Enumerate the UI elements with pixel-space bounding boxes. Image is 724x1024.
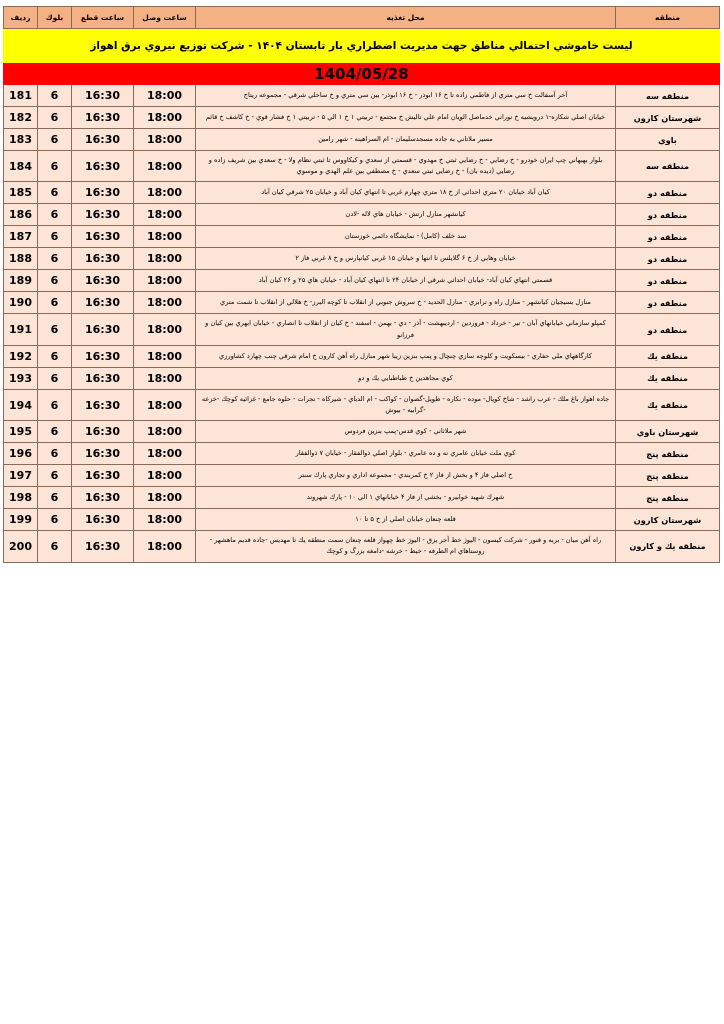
cell-row-number: 186 [4,204,38,226]
cell-restore-time: 18:00 [134,204,196,226]
cell-row-number: 183 [4,129,38,151]
cell-block: 6 [38,292,72,314]
cell-row-number: 195 [4,421,38,443]
column-header-block: بلوك [38,7,72,29]
cell-block: 6 [38,248,72,270]
cell-row-number: 199 [4,509,38,531]
cell-location: كيانشهر منازل ارتش - خيابان هاي لاله -لادن [196,204,616,226]
cell-block: 6 [38,487,72,509]
cell-location: خيابان وهابي از خ ۶ گلايلس تا انتها و خيابان ۱۵ غربي كيانپارس و خ ۸ غربي فاز ۲ [196,248,616,270]
column-header-location: محل تغذيه [196,7,616,29]
cell-location: كوي مجاهدين خ طباطبايي يك و دو [196,367,616,389]
cell-restore-time: 18:00 [134,107,196,129]
cell-location: قسمتي انتهاي كيان آباد- خيابان احداثي شرقي از خيابان ۲۴ تا انتهاي كيان آباد - خيابان هاي ۲۵ و ۲۶ كيان آباد [196,270,616,292]
cell-row-number: 187 [4,226,38,248]
cell-block: 6 [38,509,72,531]
cell-location: كوي ملت خيابان عامري نه و ده عامري - بلوار اصلي ذوالفقار - خيابان ۷ ذوالفقار [196,443,616,465]
cell-row-number: 191 [4,314,38,345]
cell-row-number: 189 [4,270,38,292]
cell-location: آخر آسفالت خ سي متري از فاطمي زاده تا خ ۱۶ ابوذر - خ ۱۶ ابوذر- بين سي متري و خ ساحلي شرقي - مجموعه ريتاج [196,85,616,107]
cell-restore-time: 18:00 [134,509,196,531]
cell-cut-time: 16:30 [72,345,134,367]
cell-cut-time: 16:30 [72,85,134,107]
schedule-date: 1404/05/28 [4,63,720,85]
column-header-region: منطقه [616,7,720,29]
cell-cut-time: 16:30 [72,226,134,248]
cell-region: منطقه پنج [616,443,720,465]
cell-restore-time: 18:00 [134,487,196,509]
cell-block: 6 [38,314,72,345]
cell-region: باوي [616,129,720,151]
table-row [4,389,720,420]
cell-block: 6 [38,270,72,292]
table-row [4,443,720,465]
cell-region: منطقه سه [616,151,720,182]
table-row [4,107,720,129]
cell-block: 6 [38,531,72,562]
cell-block: 6 [38,107,72,129]
cell-location: منازل بسيجيان كيانشهر - منازل راه و ترابري - منازل الحديد - خ سروش جنوبي از انقلاب تا كوچه البرز- خ هلالي از انقلاب تا شمت متري [196,292,616,314]
cell-region: شهرستان كارون [616,107,720,129]
cell-cut-time: 16:30 [72,204,134,226]
cell-location: شهرك شهيد خوابيرو - بخشي از فاز ۴ خيابانهاي ۱ الي ۱۰ - پارك شهروند [196,487,616,509]
table-row [4,345,720,367]
cell-location: سد خلف (كامل) - نمايشگاه دائمي خوزستان [196,226,616,248]
cell-cut-time: 16:30 [72,443,134,465]
cell-row-number: 194 [4,389,38,420]
cell-cut-time: 16:30 [72,182,134,204]
table-row [4,531,720,562]
table-row [4,85,720,107]
cell-block: 6 [38,85,72,107]
cell-restore-time: 18:00 [134,421,196,443]
cell-cut-time: 16:30 [72,292,134,314]
cell-region: منطقه دو [616,314,720,345]
cell-block: 6 [38,389,72,420]
cell-row-number: 185 [4,182,38,204]
cell-location: جاده اهواز باغ ملك - عرب راشد - شاخ كويال- موده - نكاره - طويل-گصوان - كواكب - ام الدباي - شيركاه - نجرات - حلوه جامع - غزائيه كوچك -خزعه -گرابيه - بيوش [196,389,616,420]
cell-restore-time: 18:00 [134,182,196,204]
cell-block: 6 [38,465,72,487]
cell-block: 6 [38,129,72,151]
cell-row-number: 200 [4,531,38,562]
table-row [4,270,720,292]
cell-location: بلوار بهبهاني چپ ايران خودرو - خ رضايي - خ رضايي ثبتي خ مهدوي - قسمتي از سعدي و كيكاووس تا ثبتي نظام ولا - خ سعدي بين شريف زاده و رضايي (ديده بان) - خ رضايي ثبتي سعدي - خ مصطفي بين علم الهدي و موسوي [196,151,616,182]
cell-restore-time: 18:00 [134,531,196,562]
cell-block: 6 [38,443,72,465]
cell-region: شهرستان كارون [616,509,720,531]
table-row [4,421,720,443]
cell-row-number: 182 [4,107,38,129]
cell-row-number: 198 [4,487,38,509]
cell-block: 6 [38,151,72,182]
cell-region: شهرستان باوي [616,421,720,443]
cell-region: منطقه پنج [616,487,720,509]
cell-location: كمپلو سازماني خيابانهاي آبان - تير - خرداد - فروردين - ارديبهشت - آذر - دي - بهمن - اسفند - خ كيان از انقلاب تا انصاري - خيابان ابهري بين كيان و فرزانو [196,314,616,345]
cell-restore-time: 18:00 [134,367,196,389]
table-row [4,509,720,531]
cell-row-number: 196 [4,443,38,465]
cell-cut-time: 16:30 [72,465,134,487]
cell-row-number: 192 [4,345,38,367]
cell-location: راه آهن ميان - بربه و قنور - شركت كيسون - اليوژ خط آجر يزق - اليوژ خط چهواز قلعه چنعان سمت منطقه يك تا مهديس -جاده قديم ماهشهر - روستاهاي ام الطرفه - خيط - خرشه -دامغه بزرگ و كوچك [196,531,616,562]
cell-restore-time: 18:00 [134,314,196,345]
cell-region: منطقه يك [616,345,720,367]
title-bar-row [4,29,720,63]
cell-cut-time: 16:30 [72,248,134,270]
table-row [4,248,720,270]
cell-location: كارگاههاي ملي حفاري - بيسكويت و كلوچه سازي چنچال و پمپ بنزين زيبا شهر منازل راه آهن كارون خ امام شرقي چنب چهارد كشاورزي [196,345,616,367]
cell-restore-time: 18:00 [134,151,196,182]
column-header-row [4,7,720,29]
page-title: ليست خاموشي احتمالي مناطق جهت مديريت اضطراري بار تابستان ۱۴۰۴ - شركت توزيع نيروي برق اهواز [4,29,720,63]
table-row [4,129,720,151]
cell-cut-time: 16:30 [72,314,134,345]
cell-region: منطقه دو [616,226,720,248]
cell-region: منطقه يك و كارون [616,531,720,562]
cell-location: خ اصلي فاز ۴ و بخش از فاز ۲ خ كمربندي - مجموعه اداري و تجاري پارك سنتر [196,465,616,487]
cell-block: 6 [38,345,72,367]
cell-location: قلعه چنعان خيابان اصلي از خ ۵ تا ۱۰ [196,509,616,531]
table-row [4,151,720,182]
cell-location: شهر ملاثاني - كوي قدس-پمپ بنزين فردوس [196,421,616,443]
cell-region: منطقه يك [616,389,720,420]
cell-block: 6 [38,421,72,443]
cell-restore-time: 18:00 [134,248,196,270]
cell-block: 6 [38,182,72,204]
cell-row-number: 190 [4,292,38,314]
cell-restore-time: 18:00 [134,465,196,487]
cell-row-number: 197 [4,465,38,487]
column-header-cut-time: ساعت قطع [72,7,134,29]
cell-region: منطقه دو [616,248,720,270]
cell-block: 6 [38,367,72,389]
table-row [4,182,720,204]
table-row [4,367,720,389]
table-body [4,85,720,563]
cell-cut-time: 16:30 [72,151,134,182]
cell-cut-time: 16:30 [72,531,134,562]
cell-region: منطقه دو [616,292,720,314]
cell-cut-time: 16:30 [72,509,134,531]
table-row [4,465,720,487]
column-header-restore-time: ساعت وصل [134,7,196,29]
cell-restore-time: 18:00 [134,292,196,314]
cell-restore-time: 18:00 [134,129,196,151]
cell-row-number: 193 [4,367,38,389]
cell-cut-time: 16:30 [72,421,134,443]
cell-cut-time: 16:30 [72,367,134,389]
cell-region: منطقه دو [616,270,720,292]
outage-table [3,6,720,563]
cell-restore-time: 18:00 [134,270,196,292]
cell-region: منطقه سه [616,85,720,107]
cell-restore-time: 18:00 [134,389,196,420]
cell-row-number: 184 [4,151,38,182]
cell-cut-time: 16:30 [72,107,134,129]
cell-row-number: 181 [4,85,38,107]
cell-block: 6 [38,204,72,226]
table-row [4,204,720,226]
table-header [4,7,720,29]
cell-restore-time: 18:00 [134,345,196,367]
table-row [4,292,720,314]
cell-cut-time: 16:30 [72,270,134,292]
cell-block: 6 [38,226,72,248]
date-bar-row [4,63,720,85]
cell-location: مسير ملاتاني به جاده مسجدسليمان - ام السراهينه - شهر رامين [196,129,616,151]
table-row [4,487,720,509]
cell-region: منطقه يك [616,367,720,389]
column-header-row-number: رديف [4,7,38,29]
cell-restore-time: 18:00 [134,226,196,248]
cell-region: منطقه پنج [616,465,720,487]
cell-restore-time: 18:00 [134,85,196,107]
cell-region: منطقه دو [616,204,720,226]
cell-location: خيابان اصلي شكاره-۱ درويشيه خ نوراني خدماصل الويان امام علي تاليش خ مجتمع - تربيتي ۱ خ ۱ الي ۵ - تربيتي ۱ خ فشار قوي - خ كاشف خ قائم [196,107,616,129]
cell-cut-time: 16:30 [72,129,134,151]
cell-restore-time: 18:00 [134,443,196,465]
cell-location: كيان آباد خيابان ۲۰ متري احداثي از خ ۱۸ متري چهارم غربي تا انتهاي كيان آباد و خيابان ۲۵ شرقي كيان آباد [196,182,616,204]
cell-region: منطقه دو [616,182,720,204]
table-row [4,226,720,248]
table-row [4,314,720,345]
cell-row-number: 188 [4,248,38,270]
cell-cut-time: 16:30 [72,487,134,509]
cell-cut-time: 16:30 [72,389,134,420]
